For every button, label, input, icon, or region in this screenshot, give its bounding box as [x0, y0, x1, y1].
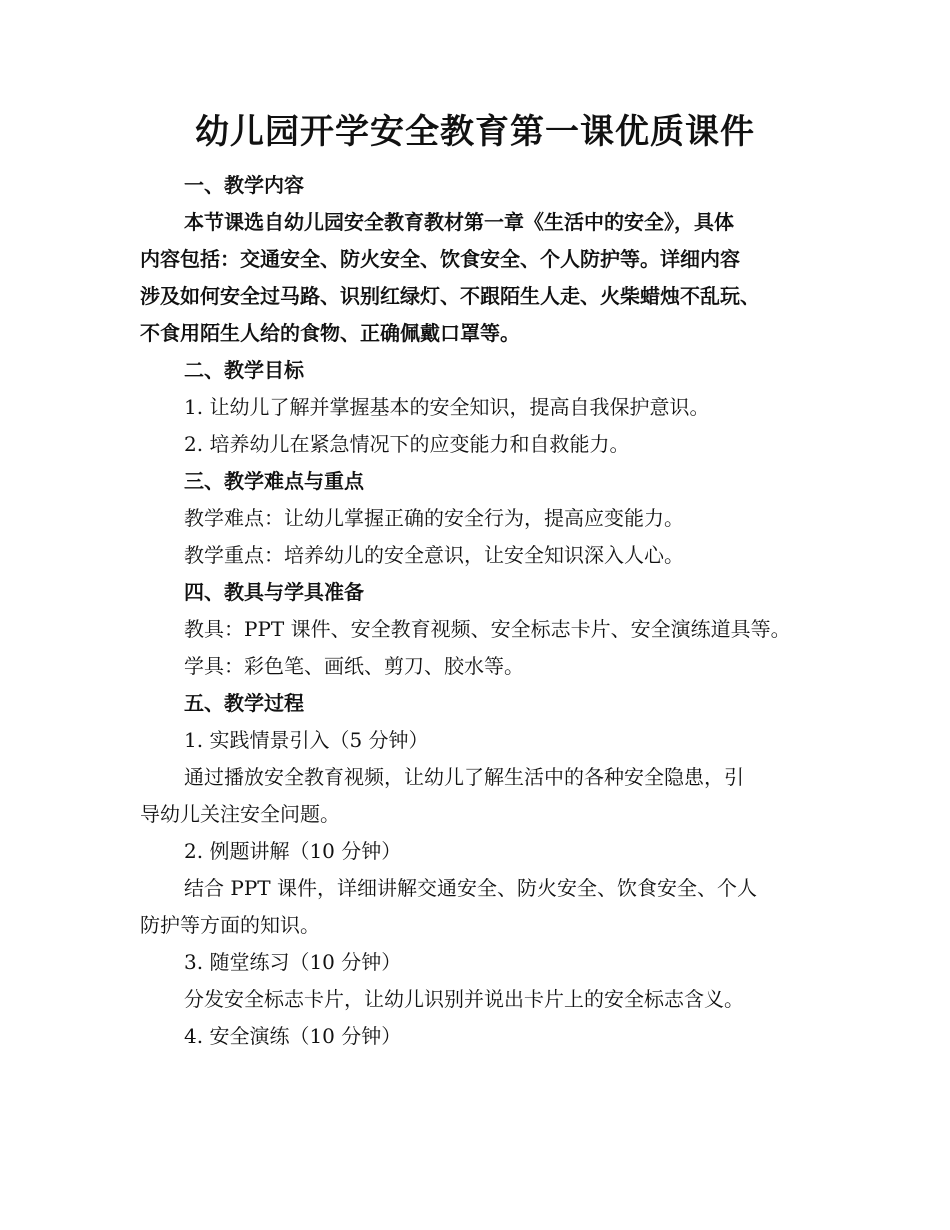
paragraph-line: 分发安全标志卡片，让幼儿识别并说出卡片上的安全标志含义。 [184, 987, 744, 1011]
section-heading: 四、教具与学具准备 [184, 580, 364, 604]
paragraph-line: 教学难点：让幼儿掌握正确的安全行为，提高应变能力。 [184, 506, 684, 530]
paragraph-line: 本节课选自幼儿园安全教育教材第一章《生活中的安全》，具体 [184, 210, 734, 234]
paragraph-line: 教具：PPT 课件、安全教育视频、安全标志卡片、安全演练道具等。 [184, 617, 791, 641]
paragraph-line: 内容包括：交通安全、防火安全、饮食安全、个人防护等。详细内容 [140, 247, 740, 271]
section-heading: 三、教学难点与重点 [184, 469, 364, 493]
list-item: 1. 让幼儿了解并掌握基本的安全知识，提高自我保护意识。 [184, 395, 710, 419]
paragraph-line: 涉及如何安全过马路、识别红绿灯、不跟陌生人走、火柴蜡烛不乱玩、 [140, 284, 760, 308]
paragraph-line: 结合 PPT 课件，详细讲解交通安全、防火安全、饮食安全、个人 [184, 876, 757, 900]
paragraph-line: 导幼儿关注安全问题。 [140, 802, 340, 826]
document-title: 幼儿园开学安全教育第一课优质课件 [195, 112, 755, 152]
list-item: 4. 安全演练（10 分钟） [184, 1024, 402, 1048]
section-heading: 五、教学过程 [184, 691, 304, 715]
list-item: 2. 培养幼儿在紧急情况下的应变能力和自救能力。 [184, 432, 630, 456]
list-item: 3. 随堂练习（10 分钟） [184, 950, 402, 974]
paragraph-line: 防护等方面的知识。 [140, 913, 320, 937]
paragraph-line: 不食用陌生人给的食物、正确佩戴口罩等。 [140, 321, 520, 345]
paragraph-line: 通过播放安全教育视频，让幼儿了解生活中的各种安全隐患，引 [184, 765, 744, 789]
section-heading: 一、教学内容 [184, 173, 304, 197]
paragraph-line: 教学重点：培养幼儿的安全意识，让安全知识深入人心。 [184, 543, 684, 567]
document-body [140, 167, 820, 1055]
list-item: 2. 例题讲解（10 分钟） [184, 839, 402, 863]
section-heading: 二、教学目标 [184, 358, 304, 382]
paragraph-line: 学具：彩色笔、画纸、剪刀、胶水等。 [184, 654, 524, 678]
list-item: 1. 实践情景引入（5 分钟） [184, 728, 429, 752]
